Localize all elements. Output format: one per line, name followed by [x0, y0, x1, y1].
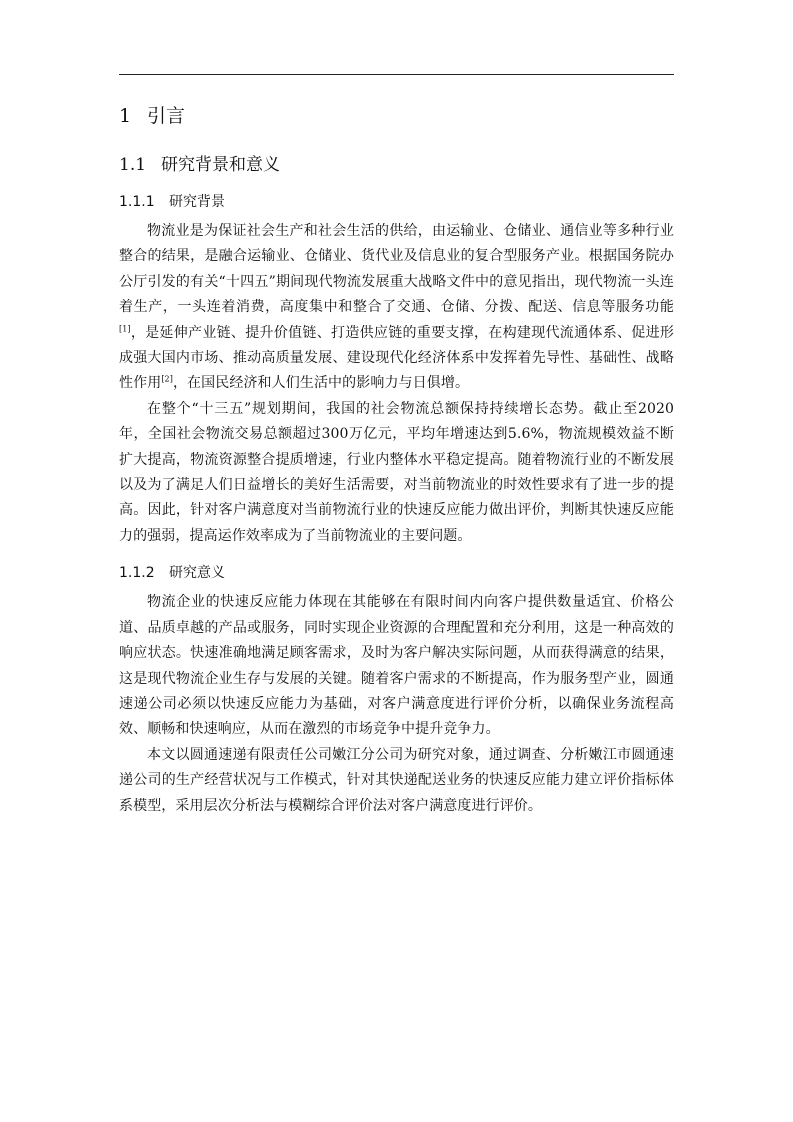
- subsection-heading-significance: [119, 562, 674, 584]
- paragraph-text: ，在国民经济和人们生活中的影响力与日俱增。: [172, 375, 470, 392]
- page-content: [119, 102, 674, 819]
- section-title: 研究背景和意义: [161, 155, 280, 175]
- subsection-number: 1.1.1: [119, 194, 155, 210]
- subsection-heading-background: [119, 191, 674, 213]
- header-rule: [119, 74, 674, 75]
- chapter-title: 引言: [147, 105, 186, 127]
- subsection-title: 研究背景: [169, 194, 225, 210]
- section-number: 1.1: [119, 155, 147, 175]
- paragraph-text: 物流业是为保证社会生产和社会生活的供给，由运输业、仓储业、通信业等多种行业整合的结果，是融合运输业、仓储业、货代业及信息业的复合型服务产业。根据国务院办公厅引发的有关“十四五”期间现代物流发展重大战略文件中的意见指出，现代物流一头连着生产，一头连着消费，高度集中和整合了交通、仓储、分拨、配送、信息等服务功能: [119, 223, 674, 316]
- citation-ref: [2]: [161, 374, 173, 384]
- significance-paragraph-2: 本文以圆通速递有限责任公司嫩江分公司为研究对象，通过调查、分析嫩江市圆通速递公司的生产经营状况与工作模式，针对其快递配送业务的快速反应能力建立评价指标体系模型，采用层次分析法与模糊综合评价法对客户满意度进行评价。: [119, 746, 674, 814]
- background-paragraph-2: 在整个“十三五”规划期间，我国的社会物流总额保持持续增长态势。截止至2020年，全国社会物流交易总额超过300万亿元，平均年增速达到5.6%，物流规模效益不断扩大提高，物流资源整合提质增速，行业内整体水平稳定提高。随着物流行业的不断发展以及为了满足人们日益增长的美好生活需要，对当前物流业的时效性要求有了进一步的提高。因此，针对客户满意度对当前物流行业的快速反应能力做出评价，判断其快速反应能力的强弱，提高运作效率成为了当前物流业的主要问题。: [119, 400, 674, 544]
- significance-paragraph-1: 物流企业的快速反应能力体现在其能够在有限时间内向客户提供数量适宜、价格公道、品质卓越的产品或服务，同时实现企业资源的合理配置和充分利用，这是一种高效的响应状态。快速准确地满足顾客需求，及时为客户解决实际问题，从而获得满意的结果，这是现代物流企业生存与发展的关键。随着客户需求的不断提高，作为服务型产业，圆通速递公司必须以快速反应能力为基础，对客户满意度进行评价分析，以确保业务流程高效、顺畅和快速响应，从而在激烈的市场竞争中提升竞争力。: [119, 594, 674, 738]
- chapter-number: 1: [119, 105, 132, 127]
- citation-ref: [1]: [119, 323, 131, 333]
- section-heading: [119, 152, 674, 178]
- background-paragraph-1: [119, 219, 674, 397]
- subsection-number: 1.1.2: [119, 565, 155, 582]
- paragraph-text: ，是延伸产业链、提升价值链、打造供应链的重要支撑，在构建现代流通体系、促进形成强大国内市场、推动高质量发展、建设现代化经济体系中发挥着先导性、基础性、战略性作用: [119, 324, 674, 392]
- chapter-heading: [119, 102, 674, 130]
- subsection-title: 研究意义: [169, 565, 225, 582]
